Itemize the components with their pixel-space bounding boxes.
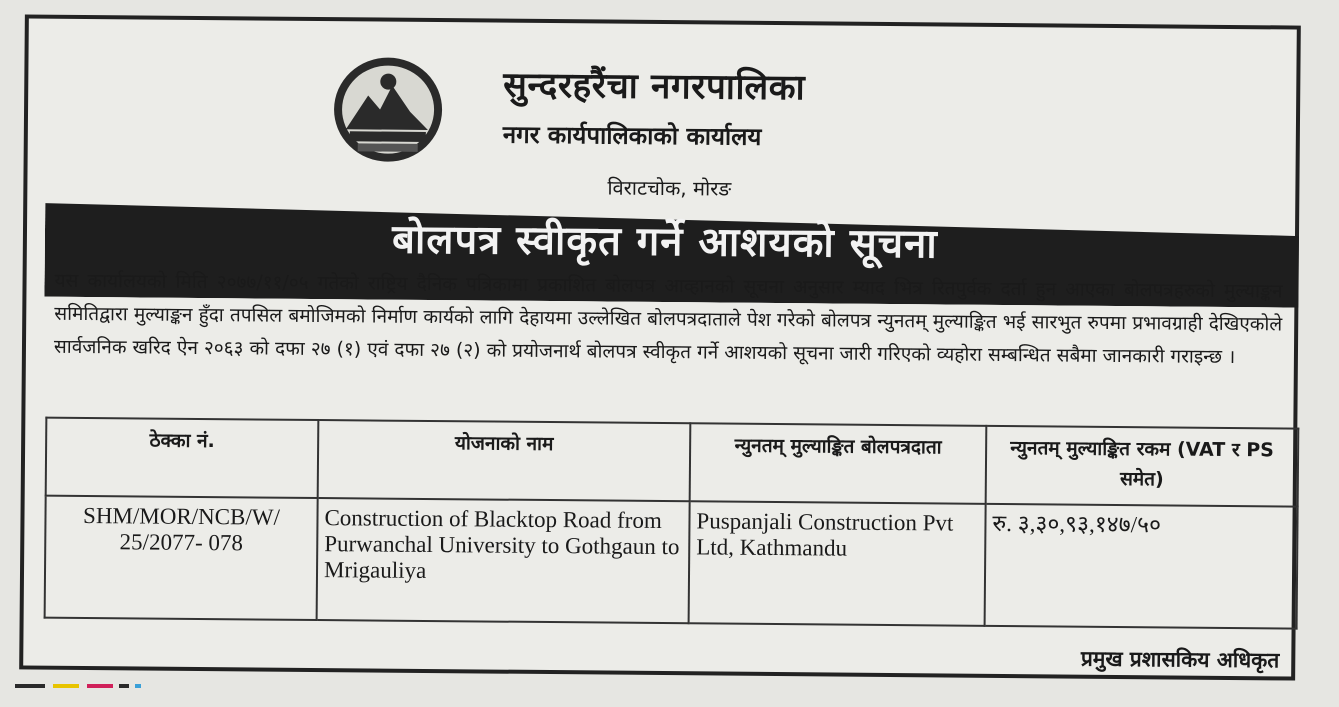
government-emblem-icon xyxy=(328,51,449,167)
color-dashes xyxy=(15,684,145,690)
column-header-project-name: योजनाको नाम xyxy=(318,420,691,501)
table-row xyxy=(45,496,1298,629)
cell-project-name: Construction of Blacktop Road from Purwanchal University to Gothgaun to Mrigauliya xyxy=(317,498,690,623)
notice-frame xyxy=(19,14,1301,680)
notice-heading: बोलपत्र स्वीकृत गर्ने आशयको सूचना xyxy=(391,216,938,268)
dash-black xyxy=(15,684,45,688)
office-address: विराटचोक, मोरङ xyxy=(607,175,732,201)
notice-paragraph: यस कार्यालयको मिति २०७७/११/०५ गतेको राष्ट्रिय दैनिक पत्रिकामा प्रकाशित बोलपत्र आव्हानको सूचना अनुसार म्याद भित्र रितपुर्वक दर्ता हुन आएका बोलपत्रहरुको मुल्याङ्कन समितिद्वारा मुल्याङ्कन हुँदा तपसिल बमोजिमको निर्माण कार्यको लागि देहायमा उल्लेखित बोलपत्रदाताले पेश गरेको बोलपत्र न्युनतम् मुल्याङ्कित भई सारभुत रुपमा प्रभावग्राही देखिएकोले सार्वजनिक खरिद ऐन २०६३ को दफा २७ (१) एवं दफा २७ (२) को प्रयोजनार्थ बोलपत्र स्वीकृत गर्ने आशयको सूचना जारी गरिएको व्यहोरा सम्बन्धित सबैमा जानकारी गराइन्छ । xyxy=(53,269,1283,369)
table-header-row xyxy=(46,418,1299,507)
dash-black-short xyxy=(119,684,129,688)
tender-table xyxy=(44,417,1300,630)
cell-bidder: Puspanjali Construction Pvt Ltd, Kathmandu xyxy=(689,501,986,626)
column-header-bidder: न्युनतम् मुल्याङ्कित बोलपत्रदाता xyxy=(690,423,987,504)
column-header-amount: न्युनतम् मुल्याङ्कित रकम (VAT र PS समेत) xyxy=(986,426,1299,507)
signatory-title: प्रमुख प्रशासकिय अधिकृत xyxy=(1080,646,1280,673)
office-header xyxy=(503,61,806,154)
office-name: नगर कार्यपालिकाको कार्यालय xyxy=(502,120,762,151)
municipality-name: सुन्दरहरैंचा नगरपालिका xyxy=(503,65,806,109)
cell-contract-no: SHM/MOR/NCB/W/ 25/2077- 078 xyxy=(45,496,318,620)
cell-amount: रु. ३,३०,९३,१४७/५० xyxy=(985,504,1298,629)
dash-cyan xyxy=(135,684,141,688)
dash-magenta xyxy=(87,684,113,688)
dash-yellow xyxy=(53,684,79,688)
column-header-contract-no: ठेक्का नं. xyxy=(46,418,319,498)
